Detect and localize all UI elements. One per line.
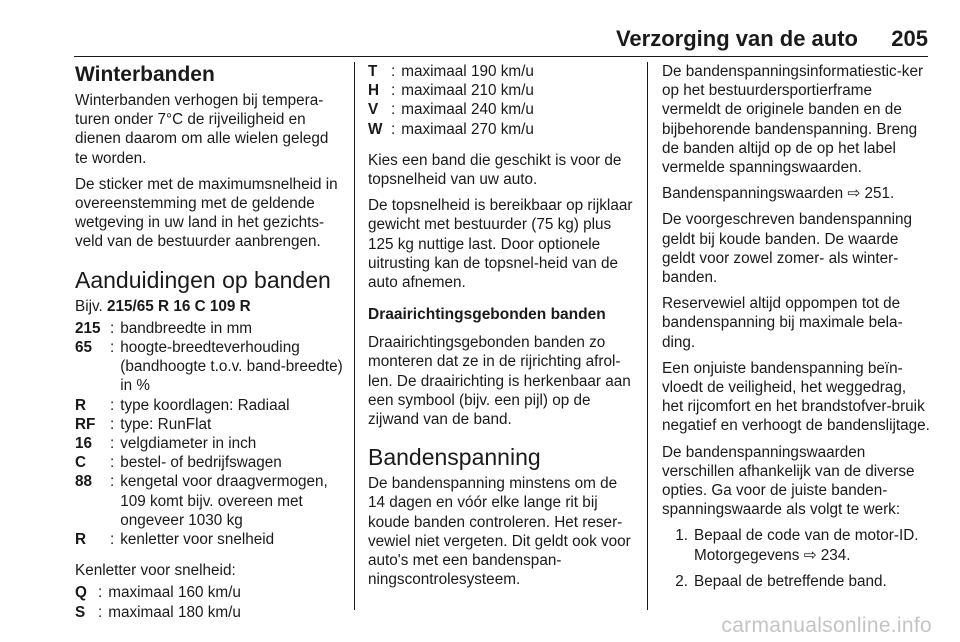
definition-key: 65 [75, 339, 93, 357]
page-ref-link[interactable]: 234. [820, 546, 851, 564]
example-line [75, 297, 343, 316]
column-3 [662, 62, 930, 598]
paragraph: Een onjuiste bandenspanning beïn-vloedt de veiligheid, het weggedrag, het rijcomfort en het brandstofver-bruik negatief en verhoogt de bandenslijtage. [662, 359, 930, 435]
colon-separator: : [110, 454, 115, 472]
definition-key: R [75, 396, 87, 414]
colon-separator: : [391, 101, 396, 119]
heading-winterbanden: Winterbanden [75, 63, 215, 86]
column-divider [647, 62, 648, 610]
definition-value: kenletter voor snelheid [120, 531, 275, 549]
definition-value: type: RunFlat [120, 415, 212, 433]
steps-list [662, 526, 930, 591]
definition-value: hoogte-breedteverhouding (bandhoogte t.o.v. band-breedte) in % [120, 339, 343, 395]
speed-intro: Kenletter voor snelheid: [75, 562, 236, 580]
definition-key: T [368, 63, 378, 80]
step-item [662, 572, 930, 591]
definition-key: H [368, 82, 380, 100]
colon-separator: : [391, 120, 396, 138]
definition-value: maximaal 240 km/u [401, 101, 534, 119]
colon-separator: : [110, 473, 115, 491]
definition-row [75, 396, 343, 415]
definition-row [368, 100, 634, 119]
colon-separator: : [110, 415, 115, 433]
definition-row [75, 453, 343, 472]
paragraph: De topsnelheid is bereikbaar op rijklaar gewicht met bestuurder (75 kg) plus 125 kg nuttige last. Door optionele uitrusting kan de topsnel-heid van de auto afnemen. [368, 197, 633, 292]
definition-key: RF [75, 415, 96, 433]
definition-value: type koordlagen: Radiaal [120, 396, 290, 414]
definition-key: 16 [75, 435, 93, 453]
paragraph: Winterbanden verhogen bij tempera-turen onder 7°C de rijveiligheid en dienen daarom om alle wielen gelegd te worden. [75, 92, 329, 167]
paragraph: De bandenspanning minstens om de 14 dagen en vóór elke lange rit bij koude banden controleren. Het reser-vewiel niet vergeten. Dit geldt ook voor auto's met een bandenspan-ningscontrolesysteem. [368, 475, 631, 589]
example-code: 215/65 R 16 C 109 R [107, 297, 251, 315]
example-prefix: Bijv. [75, 297, 108, 315]
definition-row [75, 603, 343, 622]
definition-value: bestel- of bedrijfswagen [120, 454, 282, 472]
definition-value: maximaal 160 km/u [108, 584, 241, 602]
step-text: Bepaal de betreffende band. [694, 572, 887, 590]
definition-row [75, 583, 343, 602]
section-title: Verzorging van de auto [615, 26, 858, 51]
definition-row [75, 338, 343, 396]
page-number: 205 [891, 26, 928, 51]
tire-code-list [75, 319, 343, 549]
step-text: Bepaal de code van de motor-ID. Motorgegevens ⇨ 234. [694, 527, 919, 564]
definition-value: velgdiameter in inch [120, 435, 257, 453]
column-divider [354, 62, 355, 610]
definition-key: Q [75, 584, 87, 602]
definition-row [75, 434, 343, 453]
heading-draairichting: Draairichtingsgebonden banden [368, 306, 606, 324]
colon-separator: : [391, 82, 396, 100]
definition-value: maximaal 270 km/u [401, 120, 534, 138]
colon-separator: : [110, 435, 115, 453]
speed-list [368, 62, 634, 139]
colon-separator: : [110, 396, 115, 414]
definition-value: maximaal 190 km/u [401, 63, 534, 80]
colon-separator: : [110, 531, 115, 549]
colon-separator: : [98, 584, 103, 602]
definition-row [368, 81, 634, 100]
paragraph: Reservewiel altijd oppompen tot de bandenspanning bij maximale bela-ding. [662, 295, 903, 351]
paragraph: De bandenspanningswaarden verschillen afhankelijk van de diverse opties. Ga voor de juiste banden-spanningswaarde als volgt te werk: [662, 443, 915, 519]
heading-aanduidingen: Aanduidingen op banden [75, 266, 331, 293]
definition-row [75, 472, 343, 530]
colon-separator: : [110, 339, 115, 357]
speed-list [75, 583, 343, 621]
page-header [74, 22, 928, 57]
definition-key: 88 [75, 473, 93, 491]
definition-row [368, 120, 634, 139]
definition-key: W [368, 120, 383, 138]
paragraph: Draairichtingsgebonden banden zo monteren dat ze in de rijrichting afrol-len. De draairichting is herkenbaar aan een symbool (bijv. een pijl) op de zijwand van de band. [368, 334, 631, 429]
definition-value: maximaal 180 km/u [108, 603, 241, 621]
colon-separator: : [98, 603, 103, 621]
cross-reference: Bandenspanningswaarden ⇨ 251. [662, 185, 895, 203]
watermark: carmanualsonline.info [721, 614, 932, 637]
definition-key: R [75, 531, 87, 549]
paragraph: De sticker met de maximumsnelheid in overeenstemming met de geldende wetgeving in uw land in het gezichts-veld van de bestuurder aanbrengen. [75, 175, 338, 251]
page-ref-link[interactable]: 251. [864, 185, 895, 203]
definition-row [368, 62, 634, 81]
definition-value: kengetal voor draagvermogen, 109 komt bijv. overeen met ongeveer 1030 kg [120, 473, 328, 529]
step-number: 2. [675, 572, 688, 590]
definition-key: V [368, 101, 379, 119]
definition-key: C [75, 454, 87, 472]
definition-row [75, 530, 343, 549]
step-number: 1. [675, 527, 688, 545]
definition-value: bandbreedte in mm [120, 319, 253, 337]
heading-bandenspanning: Bandenspanning [368, 444, 541, 471]
right-arrow-icon: ⇨ [803, 546, 817, 564]
column-1 [75, 62, 343, 634]
colon-separator: : [110, 319, 115, 337]
definition-key: S [75, 603, 86, 621]
colon-separator: : [391, 63, 396, 80]
definition-value: maximaal 210 km/u [401, 82, 534, 100]
right-arrow-icon: ⇨ [847, 185, 861, 203]
definition-key: 215 [75, 319, 101, 337]
paragraph: De voorgeschreven bandenspanning geldt bij koude banden. De waarde geldt voor zowel zomer- als winter-banden. [662, 211, 913, 287]
definition-row [75, 415, 343, 434]
definition-row [75, 319, 343, 338]
step-item [662, 526, 930, 564]
paragraph: Kies een band die geschikt is voor de topsnelheid van uw auto. [368, 151, 622, 189]
column-2 [368, 62, 634, 596]
paragraph: De bandenspanningsinformatiestic-ker op het bestuurdersportierframe vermeldt de originele banden en de bijbehorende bandenspanning. Breng de banden altijd op de op het label vermelde spanningswaarden. [662, 63, 924, 177]
